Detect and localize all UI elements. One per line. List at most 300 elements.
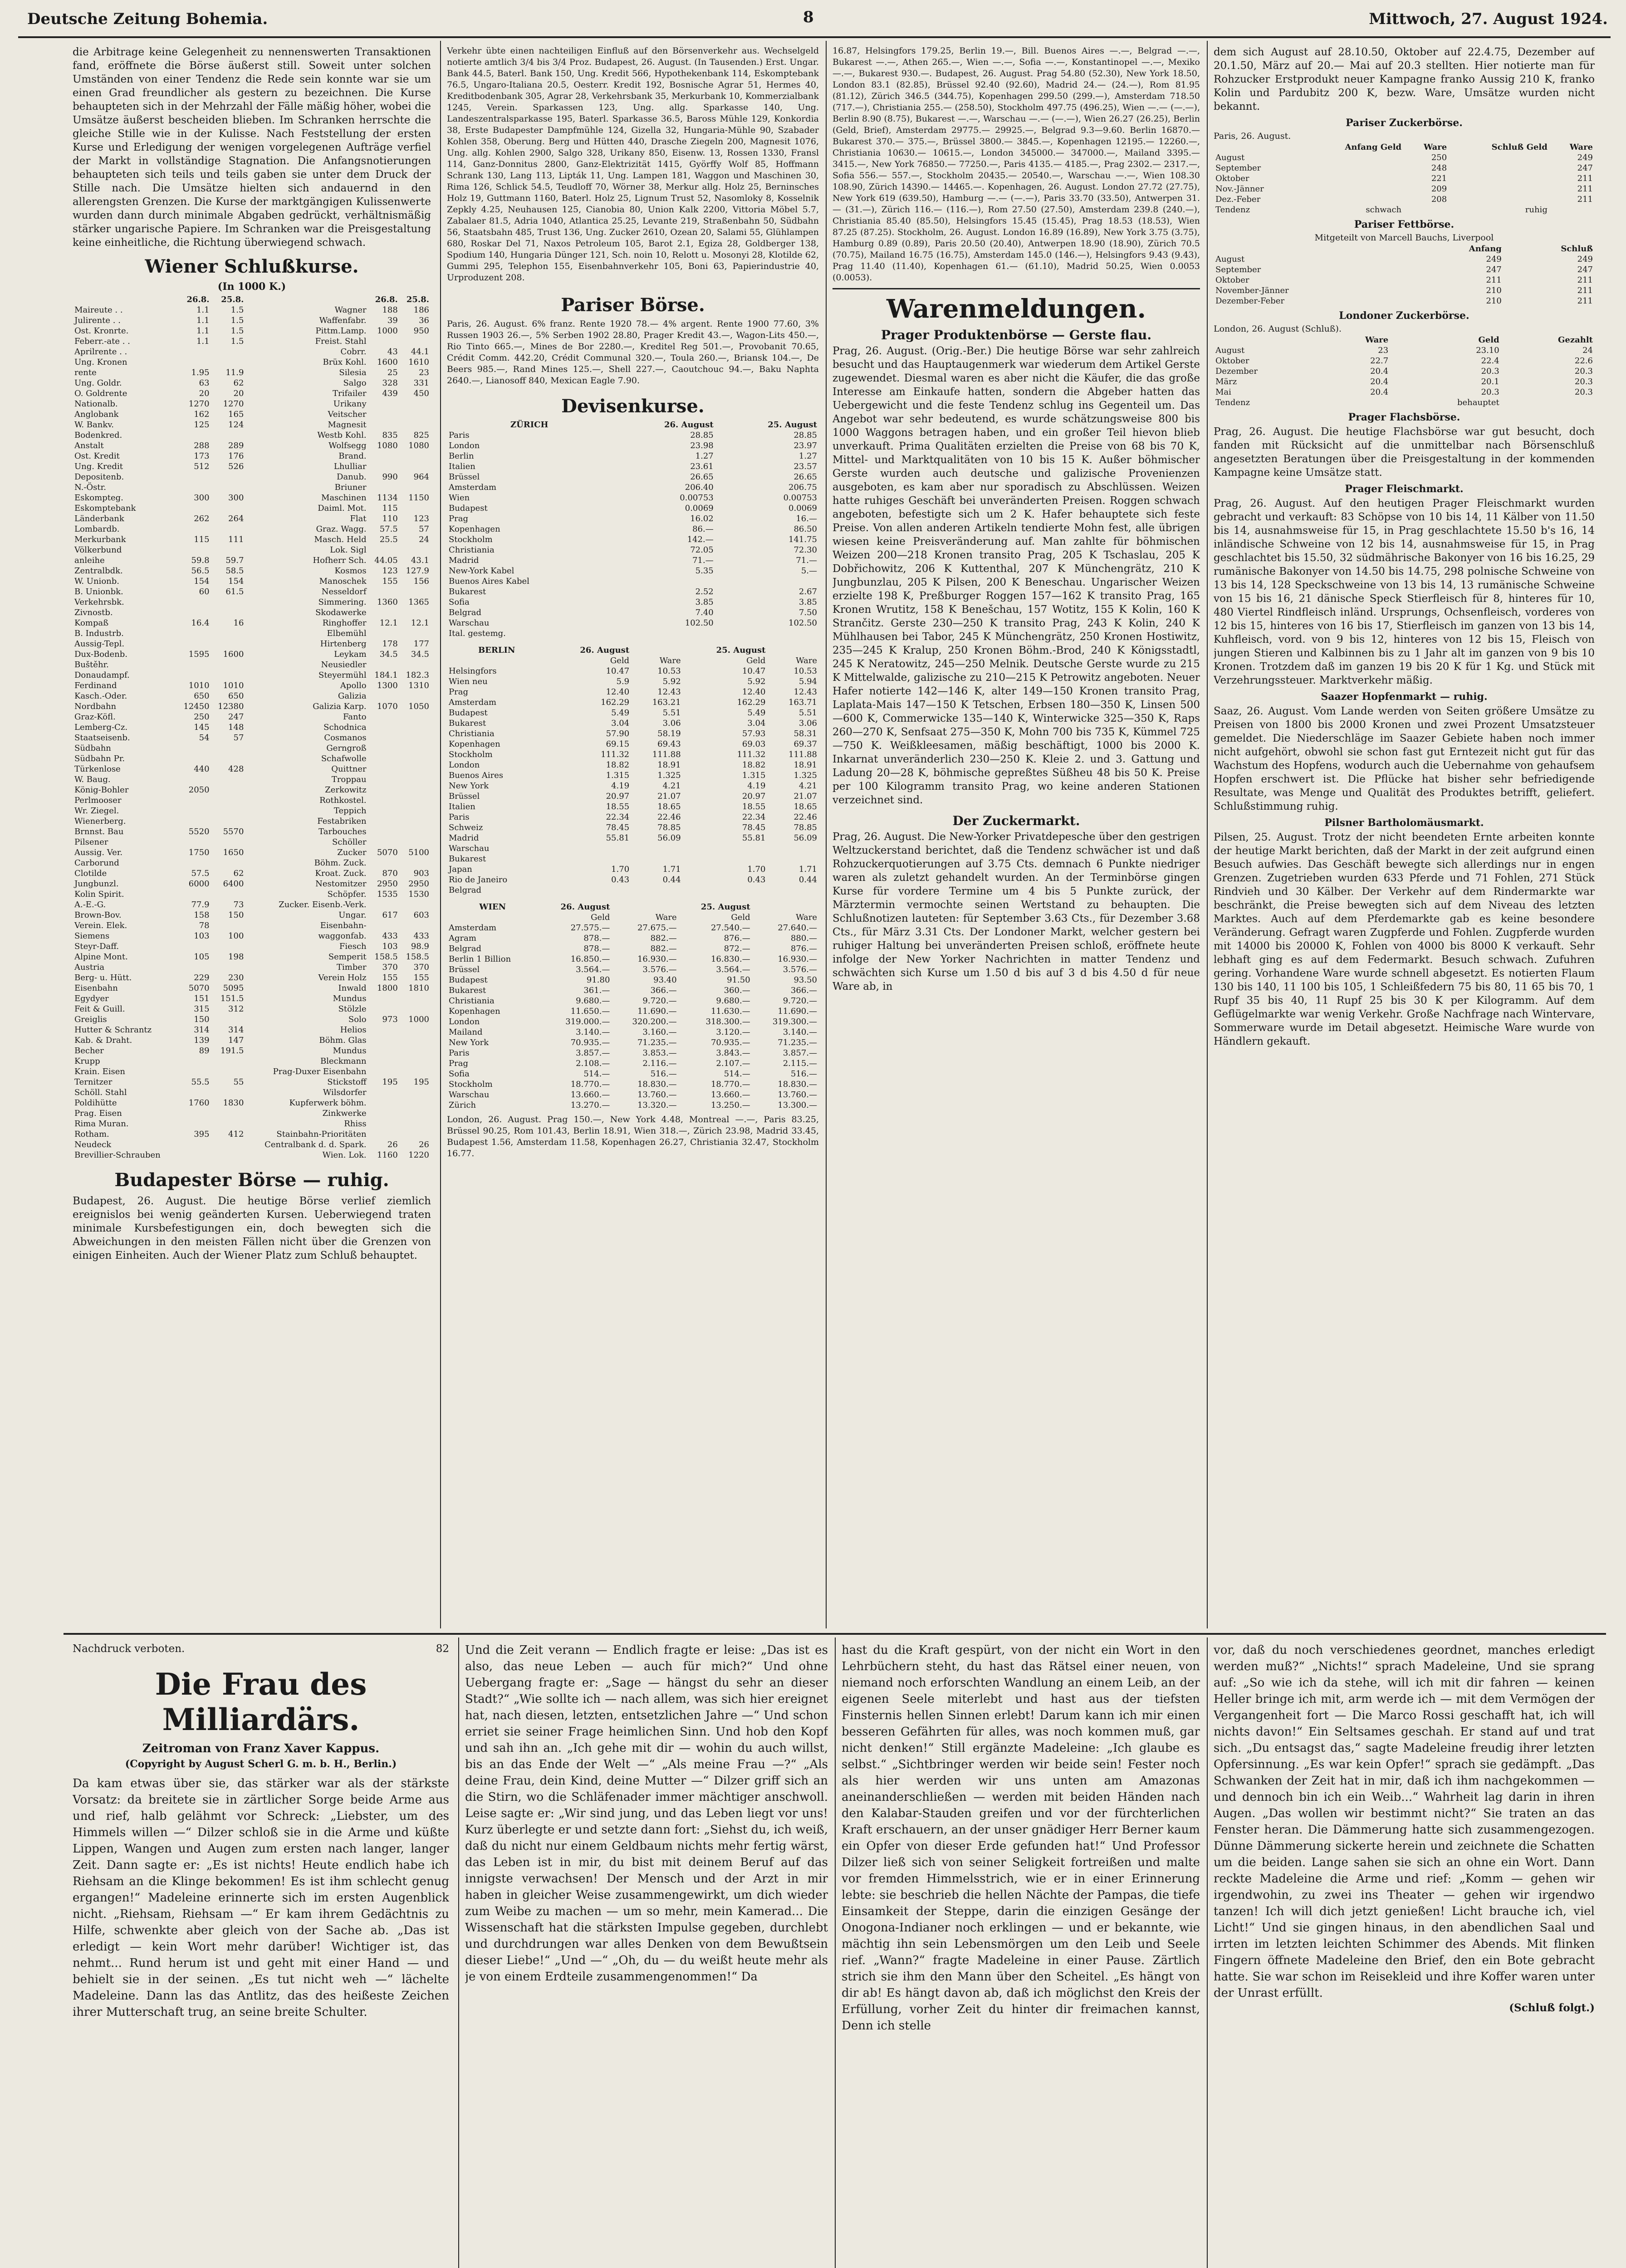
table-cell: Eisenbahn <box>74 983 118 993</box>
table-cell <box>400 899 431 910</box>
table-cell <box>683 843 768 854</box>
table-cell: 12450 <box>183 702 210 711</box>
table-row <box>73 993 431 1004</box>
table-cell: 93.40 <box>653 975 677 985</box>
table-cell: 198 <box>228 952 244 962</box>
table-cell: 148 <box>228 723 244 732</box>
london-text: London, 26. August. Prag 150.—, New York 4.48, Montreal —.—, Paris 83.25, Brüssel 90.25, Rom 101.43, Berlin 18.91, Wien 318.—, Zürich 23.98, Madrid 33.45, Budapest 1.56, Amsterdam 11.58, Kopenhagen 26.27, Christiania 32.47, Stockholm 16.77. <box>447 1114 819 1158</box>
table-cell: 173 <box>194 451 210 461</box>
table-cell: W. Bankv. <box>74 420 114 430</box>
table-cell <box>211 806 246 816</box>
column-header: 26. August <box>664 420 714 430</box>
table-cell <box>177 962 211 973</box>
table-cell: 72.30 <box>793 545 817 555</box>
table-cell: Schöpfer. <box>327 890 367 899</box>
table-cell <box>368 451 400 461</box>
table-cell: 5.92 <box>747 677 766 686</box>
table-cell: 11.690.— <box>637 1007 677 1016</box>
table-cell <box>400 587 431 597</box>
table-cell: 16 <box>233 618 244 628</box>
table-cell: Leykam <box>334 650 367 659</box>
table-cell: Merkurbank <box>74 535 126 544</box>
table-cell: Flat <box>350 514 367 523</box>
table-cell: Paris <box>449 430 470 440</box>
table-cell: Amsterdam <box>449 698 497 707</box>
column-header <box>1214 335 1325 345</box>
table-cell: 55 <box>233 1077 244 1087</box>
table-cell: 56.09 <box>657 833 681 843</box>
table-cell: Warschau <box>449 844 490 853</box>
table-cell: 211 <box>1577 174 1593 183</box>
table-cell <box>368 461 400 472</box>
table-cell: Paris <box>449 812 470 822</box>
table-cell: 331 <box>413 378 429 388</box>
table-cell: 18.770.— <box>570 1080 610 1089</box>
column-header <box>767 645 819 655</box>
table-row <box>73 607 431 618</box>
table-cell: 20.3 <box>1481 367 1499 376</box>
prager-produkten-text: Prag, 26. August. (Orig.-Ber.) Die heutige Börse war sehr zahlreich besucht und das Hauptaugenmerk war wiederum dem Artikel Gerste zugewendet. Diesmal waren es aber nicht die Käufer, die das große Interesse am Einkaufe hatten, sondern die Abgeber hatten das Uebergewicht und die feste Tendenz schlug ins Gegenteil um. Das Angebot war sehr bedeutend, es wurde schätzungsweise 800 bis 1000 Waggons betragen haben, und ein großer Teil hievon blieb unverkauft. Prima Qualitäten erzielten die Preise von 68 bis 70 K, Mittel- und Marktqualitäten von 10 bis 15 K. Außer böhmischer Gerste wurden auch deutsche und galizische Provenienzen ausgeboten, es kam aber nur sporadisch zu Abschlüssen. Weizen hatte ruhiges Geschäft bei unveränderten Preisen. Roggen schwach angeboten, befestigte sich um 2 K. Hafer behauptete sich feste Preise. Von allen anderen Artikeln tendierte Mohn fest, alle übrigen wiesen keine Preisveränderung auf. Man zahlte für böhmischen Weizen 200—218 Kronen transito Prag, 205 K Tschaslau, 205 K Dobřichowitz, 206 K Kuttenthal, 207 K Münchengrätz, 210 K Jungbunzlau, 205 K Pilsen, 200 K Beneschau. Ungarischer Weizen erzielte 198 K, Preßburger Roggen 157—162 K transito Prag, 165 Kronen Wrutitz, 158 K Benešchau, 157 Wotitz, 155 K Kolin, 160 K Strančitz. Gerste 230—250 K transito Prag, 243 K Kolin, 240 K Mühlhausen bei Tabor, 245 K Münchengrätz, 250 Kronen Hostiwitz, 235—245 K Kralup, 250 Kronen Böhm.-Brod, 240 K Königsstadtl, 245 K Neratowitz, 245—250 Melnik. Deutsche Gerste wurde zu 215 K Mittelwalde, galizische zu 210—215 K Petrowitz angeboten. Neuer Hafer notierte 142—146 K, alter 149—150 Kronen transito Prag, Laplata-Mais 147—150 K Tetschen, Erbsen 180—350 K, Linsen 500—600 K, Commerwicke 135—140 K, Winterwicke 325—350 K, Raps 260—270 K, Senfsaat 275—350 K, Mohn 700 bis 735 K, Kümmel 725—750 K. Weißkleesamen, mäßig beschäftigt, 1000 bis 2000 K. Inkarnat unveränderlich 230—250 K. Kleie 2. und 3. Gattung und Ladung 20—28 K, böhmische gepreßtes Süßheu 48 bis 50 K. Preise per 100 Kilogramm transito Prag, wo keine anderen Stationen verzeichnet sind. <box>833 345 1200 806</box>
table-cell: Cosmanos <box>324 733 367 743</box>
table-cell: rente <box>74 368 97 377</box>
table-cell: 162 <box>194 410 210 419</box>
table-cell: Lhulliar <box>333 462 367 471</box>
column-header <box>245 294 368 305</box>
table-cell <box>368 482 400 493</box>
table-cell: 3.140.— <box>783 1027 817 1037</box>
table-cell: Ferdinand <box>74 681 117 690</box>
table-cell: 512 <box>194 462 210 471</box>
table-cell: 870 <box>382 869 398 878</box>
table-cell: Mai <box>1215 387 1231 397</box>
table-cell: 18.65 <box>793 802 817 811</box>
table-cell: 123 <box>413 514 429 523</box>
table-cell <box>400 1119 431 1129</box>
table-row <box>73 691 431 701</box>
flachs-title: Prager Flachsbörse. <box>1348 411 1460 423</box>
table-cell: 5070 <box>377 848 398 857</box>
table-cell: 5520 <box>188 827 210 836</box>
table-row <box>1214 275 1595 285</box>
table-cell: Rio de Janeiro <box>449 875 508 885</box>
table-cell <box>400 482 431 493</box>
table-cell: 4.19 <box>611 781 630 791</box>
table-cell: 315 <box>194 1004 210 1014</box>
table-cell: Hirtenberg <box>320 639 367 649</box>
table-cell <box>177 503 211 513</box>
table-cell: Buštěhr. <box>74 660 109 670</box>
table-cell: 57 <box>419 524 429 534</box>
table-cell <box>368 920 400 931</box>
installment-number: 82 <box>436 1643 449 1655</box>
table-row <box>73 587 431 597</box>
table-cell: Belgrad <box>449 944 482 953</box>
table-cell: 211 <box>1577 184 1593 194</box>
table-cell <box>211 357 246 367</box>
table-cell: 3.564.— <box>576 965 610 974</box>
table-row <box>1214 205 1595 215</box>
table-cell: 57.93 <box>742 729 766 738</box>
table-cell: 26.65 <box>690 472 714 482</box>
table-cell: 21.07 <box>657 792 681 801</box>
table-cell: Zucker <box>337 848 367 857</box>
table-cell: Geld <box>610 656 630 665</box>
table-row <box>73 816 431 826</box>
table-cell <box>400 764 431 774</box>
table-cell <box>368 826 400 837</box>
table-row <box>73 430 431 440</box>
table-cell: Oktober <box>1215 275 1249 285</box>
table-cell: London <box>449 1017 480 1026</box>
table-cell <box>400 1035 431 1046</box>
table-cell: Eisenbahn- <box>320 921 367 930</box>
table-row <box>447 566 819 576</box>
table-cell: 825 <box>413 430 429 440</box>
table-cell <box>177 1056 211 1066</box>
table-row <box>1214 163 1595 173</box>
table-cell: 10.47 <box>742 666 766 676</box>
table-cell: N.-Östr. <box>74 483 106 492</box>
table-cell: 1610 <box>408 357 429 367</box>
table-row <box>73 347 431 357</box>
table-cell: 155 <box>382 973 398 982</box>
table-cell: 10.53 <box>657 666 681 676</box>
table-cell: Brüx Kohl. <box>323 357 367 367</box>
header-rule <box>18 36 1611 38</box>
table-cell <box>211 639 246 649</box>
table-row <box>73 545 431 555</box>
table-cell: 1.5 <box>230 316 244 325</box>
table-cell: Wilsdorfer <box>323 1088 367 1097</box>
feuilleton-col-2 <box>465 1642 828 2268</box>
table-row <box>73 1066 431 1077</box>
table-cell: 206.40 <box>685 483 714 492</box>
table-cell: Berg- u. Hütt. <box>74 973 132 982</box>
table-cell: Hutter & Schrantz <box>74 1025 152 1035</box>
table-cell: 27.540.— <box>710 923 750 933</box>
table-cell: 13.320.— <box>637 1100 677 1110</box>
table-cell <box>400 1066 431 1077</box>
table-cell: W. Baug. <box>74 775 111 784</box>
table-cell <box>400 816 431 826</box>
table-cell: 903 <box>413 869 429 878</box>
table-cell: Kupferwerk böhm. <box>289 1098 367 1108</box>
table-row <box>73 315 431 326</box>
table-row <box>447 822 819 833</box>
column-header: Ware <box>1365 335 1389 345</box>
table-row <box>447 503 819 513</box>
table-cell: 23.57 <box>793 462 817 471</box>
table-cell: 176 <box>228 451 244 461</box>
table-cell: 229 <box>194 973 210 982</box>
table-cell: 1.315 <box>742 771 766 780</box>
table-cell: Prag <box>449 514 468 523</box>
table-row <box>1214 194 1595 205</box>
table-cell: Semperit <box>328 952 367 962</box>
table-cell <box>368 1046 400 1056</box>
table-cell <box>211 920 246 931</box>
table-cell: 370 <box>382 963 398 972</box>
table-cell: 1010 <box>223 681 244 690</box>
table-cell: 221 <box>1431 174 1447 183</box>
table-cell: 110 <box>382 514 398 523</box>
table-cell <box>211 1014 246 1025</box>
table-cell <box>400 607 431 618</box>
table-cell: 210 <box>1486 286 1502 295</box>
table-cell: 26 <box>387 1140 398 1149</box>
table-cell <box>368 587 400 597</box>
table-cell: 26.65 <box>793 472 817 482</box>
table-cell: 18.82 <box>742 760 766 770</box>
table-row <box>73 378 431 388</box>
table-cell: August <box>1215 254 1245 264</box>
table-cell: 1830 <box>223 1098 244 1108</box>
table-cell: Wolfsegg <box>328 441 367 450</box>
table-cell: Gerngroß <box>326 743 367 753</box>
table-cell: Salgo <box>343 378 367 388</box>
table-row <box>73 649 431 660</box>
budapest-text: Budapest, 26. August. Die heutige Börse verlief ziemlich ereignislos bei wenig geänderten Kursen. Ueberwiegend traten minimale Kursbefestigungen ein, doch bewegten sich die Abweichungen in den meisten Fällen nicht über die Grenzen von einigen Einheiten. Auch der Wiener Platz zum Schluß behauptet. <box>73 1195 431 1261</box>
table-cell: Dux-Bodenb. <box>74 650 128 659</box>
table-cell: 86.50 <box>793 524 817 534</box>
table-cell: Graz. Wagg. <box>316 524 367 534</box>
table-cell: 184.1 <box>374 670 398 680</box>
table-cell <box>368 764 400 774</box>
table-cell: 3.857.— <box>576 1048 610 1058</box>
column-divider <box>1207 1637 1208 2268</box>
table-cell: 20.97 <box>742 792 766 801</box>
table-cell <box>368 420 400 430</box>
table-cell: 250 <box>1431 153 1447 162</box>
table-cell: 20.3 <box>1574 367 1593 376</box>
table-cell: 1530 <box>408 890 429 899</box>
table-cell: 154 <box>228 577 244 586</box>
table-cell: Prag-Duxer Eisenbahn <box>273 1067 367 1076</box>
table-cell: 1.325 <box>793 771 817 780</box>
column-header: 26.8. <box>375 295 398 304</box>
table-cell: 25 <box>387 368 398 377</box>
table-cell <box>368 1004 400 1014</box>
table-row <box>73 660 431 670</box>
table-cell: Brand. <box>338 451 367 461</box>
table-row <box>1214 296 1595 306</box>
feuilleton-col-1 <box>73 1642 449 2268</box>
table-cell: Skodawerke <box>315 608 367 617</box>
table-cell: 6000 <box>188 879 210 889</box>
table-cell: Kosmos <box>334 566 367 576</box>
table-cell: Donaudampf. <box>74 670 130 680</box>
table-cell <box>177 753 211 764</box>
table-cell: 20.3 <box>1574 387 1593 397</box>
table-cell: 100 <box>228 931 244 941</box>
table-cell: 361.— <box>583 986 610 995</box>
table-cell <box>368 409 400 420</box>
table-row <box>447 1037 819 1048</box>
table-header <box>1214 142 1595 152</box>
table-row <box>73 973 431 983</box>
table-cell: Perlmooser <box>74 796 122 805</box>
table-cell <box>211 1150 246 1160</box>
table-cell: A.-E.-G. <box>74 900 106 909</box>
table-row <box>447 513 819 524</box>
table-cell <box>631 854 683 864</box>
table-cell <box>211 889 246 899</box>
table-cell: 3.140.— <box>576 1027 610 1037</box>
table-cell: Brevillier-Schrauben <box>74 1150 161 1160</box>
table-cell: London <box>449 760 480 770</box>
table-cell: 1.5 <box>230 326 244 336</box>
table-cell: 12.1 <box>379 618 398 628</box>
table-cell: 28.85 <box>690 430 714 440</box>
table-cell: Fiesch <box>339 942 367 951</box>
table-cell: Lombardb. <box>74 524 120 534</box>
table-cell: 43 <box>387 347 398 357</box>
table-cell: 59.7 <box>225 556 244 565</box>
table-cell: 617 <box>382 910 398 920</box>
novel-text-2: Und die Zeit verann — Endlich fragte er leise: „Das ist es also, das neue Leben — auch für mich?“ Und ohne Uebergang fragte er: „Sage — hängst du sehr an dieser Stadt?“ „Wie sollte ich — nach allem, was sich hier ereignet hat, nach diesen, letzten, entsetzlichen Jahre —“ Und schon erriet sie seiner Frage heimlichen Sinn. Und hob den Kopf und sah ihn an. „Ich gehe mit dir — wohin du auch willst, bis an das Ende der Welt —“ „Als meine Frau —?“ „Als deine Frau, dein Kind, deine Mutter —“ Dilzer griff sich an die Stirn, wo die Schläfenader immer mächtiger anschwoll. Leise sagte er: „Wir sind jung, und das Leben liegt vor uns! Kurz überlegte er und setzte dann fort: „Siehst du, ich weiß, daß du nicht nur einem Geldbaum nichts mehr fertig wärst, das Leben ist in mir, du bist mit deinem Beruf auf das innigste verwachsen! Der Mensch und der Arzt in mir haben in gleicher Weise zusammengewirkt, um dich wieder zum Weibe zu machen — um so mehr, mein Kamerad... Die Wissenschaft hat die stärksten Impulse gegeben, durchlebt und durchdrungen war alles Denken von dem Bewußtsein dieser Liebe!“ „Und —“ „Oh, du — du weißt heute mehr als je von einem Erdteile zusammengenommen!“ Da <box>465 1643 828 1984</box>
table-row <box>447 749 819 760</box>
table-cell <box>368 1108 400 1119</box>
table-row <box>73 1098 431 1108</box>
table-cell <box>177 774 211 785</box>
table-row <box>73 826 431 837</box>
table-row <box>447 493 819 503</box>
table-cell: Briuner <box>334 483 367 492</box>
table-cell: Brüssel <box>449 472 480 482</box>
table-cell: 20.4 <box>1370 387 1389 397</box>
table-cell: Siemens <box>74 931 110 941</box>
table-cell: 1000 <box>408 1015 429 1024</box>
table-cell <box>211 785 246 795</box>
table-cell: 27.640.— <box>778 923 817 933</box>
table-cell: 964 <box>413 472 429 482</box>
table-cell <box>368 1119 400 1129</box>
table-cell: Maireute . . <box>74 305 123 315</box>
table-row <box>73 1139 431 1150</box>
table-cell: anleihe <box>74 556 105 565</box>
table-cell: 155 <box>413 973 429 982</box>
table-cell: 22.34 <box>606 812 630 822</box>
table-cell: 103 <box>194 931 210 941</box>
table-cell: 43.1 <box>411 556 429 565</box>
table-cell: Anglobank <box>74 410 119 419</box>
table-cell: 115 <box>382 503 398 513</box>
table-cell: 77.9 <box>191 900 210 909</box>
table-cell: 1360 <box>377 597 398 607</box>
table-row <box>73 628 431 639</box>
table-cell: 6400 <box>223 879 244 889</box>
table-cell: 262 <box>194 514 210 523</box>
table-cell: Kopenhagen <box>449 739 500 749</box>
table-cell <box>631 843 683 854</box>
table-cell: Feberr.-ate . . <box>74 337 130 346</box>
table-cell: Kompaß <box>74 618 109 628</box>
table-cell: Bukarest <box>449 854 486 864</box>
table-row <box>73 357 431 367</box>
table-cell: 72.05 <box>690 545 714 555</box>
table-cell: 5.35 <box>695 566 714 576</box>
table-cell: 12.40 <box>742 687 766 697</box>
table-cell: Verein Holz <box>318 973 367 982</box>
table-cell <box>211 545 246 555</box>
table-cell: 0.0069 <box>685 503 714 513</box>
table-cell: Anstalt <box>74 441 104 450</box>
table-cell: 58.19 <box>657 729 681 738</box>
table-cell: 70.935.— <box>570 1038 610 1047</box>
table-row <box>447 545 819 555</box>
table-cell <box>612 628 715 639</box>
paris-text: Paris, 26. August. 6% franz. Rente 1920 78.— 4% argent. Rente 1900 77.60, 3% Russen 1903 26.—, 5% Serben 1902 28.80, Prager Kredit 43.—, Wagon-Lits 450.—, Rio Tinto 665.—, Mines de Bor 2280.—, Kreditel Reg 501.—, Provobanit 70.65, Crédit Comm. 442.20, Crédit Communal 320.—, Toula 260.—, Briansk 104.—, De Beers 985.—, Rand Mines 125.—, Shell 227.—, Caoutchouc 94.—, Baku Naphta 2640.—, Lianosoff 840, Mexican Eagle 7.90. <box>447 319 819 386</box>
table-cell: 4.21 <box>798 781 817 791</box>
table-cell: 102.50 <box>685 618 714 628</box>
table-cell: 24 <box>1582 346 1593 355</box>
table-header <box>73 294 431 305</box>
table-row <box>447 1079 819 1090</box>
table-cell: Schöll. Stahl <box>74 1088 127 1097</box>
table-cell <box>368 1025 400 1035</box>
table-cell: 69.37 <box>793 739 817 749</box>
table-cell: Rothkostel. <box>319 796 367 805</box>
table-cell: 247 <box>1577 265 1593 274</box>
table-cell: Becher <box>74 1046 104 1056</box>
table-cell: 145 <box>194 723 210 732</box>
table-cell: 360.— <box>724 986 750 995</box>
table-row <box>1214 345 1595 356</box>
table-row <box>447 854 819 864</box>
table-cell: Ware <box>655 913 677 922</box>
table-cell <box>368 899 400 910</box>
column-1 <box>73 45 431 1628</box>
table-cell: 13.660.— <box>710 1090 750 1100</box>
table-cell: Südbahn Pr. <box>74 754 125 763</box>
column-header: WIEN <box>479 902 506 912</box>
table-cell: Budapest <box>449 708 488 718</box>
table-cell: Prag <box>449 1059 468 1068</box>
table-cell: 516.— <box>650 1069 677 1079</box>
table-cell: 1270 <box>188 399 210 409</box>
table-cell: 39 <box>387 316 398 325</box>
table-cell: ruhig <box>1525 205 1548 215</box>
table-row <box>447 697 819 708</box>
table-cell <box>368 1035 400 1046</box>
table-cell: Länderbank <box>74 514 124 523</box>
table-cell <box>1302 163 1403 173</box>
table-row <box>447 781 819 791</box>
table-row <box>447 534 819 545</box>
table-cell: 5.49 <box>611 708 630 718</box>
table-row <box>73 461 431 472</box>
table-cell: 990 <box>382 472 398 482</box>
table-row <box>73 962 431 973</box>
table-cell <box>400 628 431 639</box>
table-cell <box>683 854 768 864</box>
column-header: ZÜRICH <box>510 420 549 430</box>
table-cell <box>177 795 211 806</box>
table-cell: 70.935.— <box>710 1038 750 1047</box>
table-cell: 78.45 <box>606 823 630 832</box>
table-cell: 1080 <box>408 441 429 450</box>
table-row <box>1214 397 1595 408</box>
table-cell: 2050 <box>188 785 210 795</box>
table-cell: 78.85 <box>793 823 817 832</box>
reprint-notice: Nachdruck verboten. <box>73 1643 185 1655</box>
table-cell <box>1302 194 1403 205</box>
table-cell: 147 <box>228 1036 244 1045</box>
table-cell: Troppau <box>331 775 367 784</box>
table-cell: Madrid <box>449 556 479 565</box>
table-cell: Timber <box>337 963 367 972</box>
table-cell: Brown-Bov. <box>74 910 122 920</box>
